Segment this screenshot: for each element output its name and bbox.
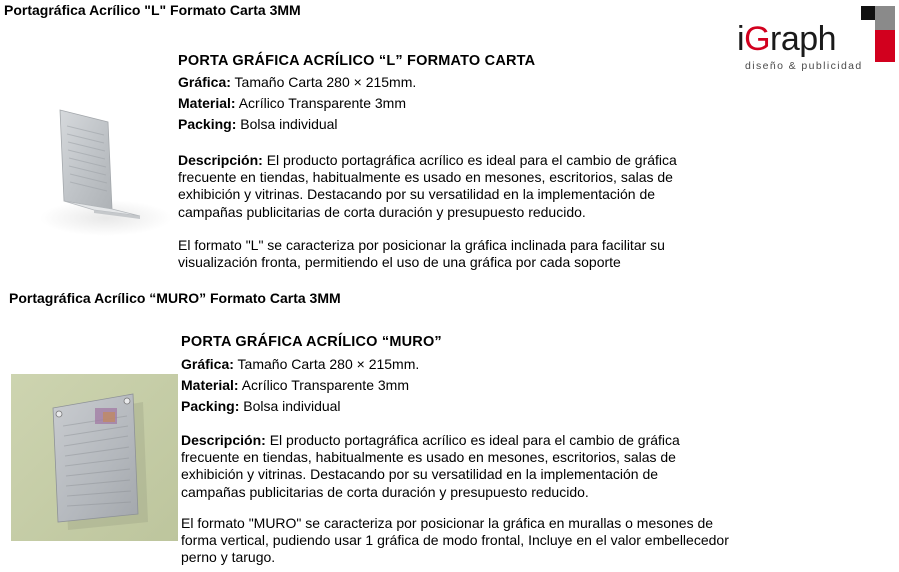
spec-label: Material: — [181, 377, 239, 393]
spec-grafica-l — [178, 72, 416, 93]
product-image-l-stand — [36, 88, 174, 258]
spec-value: Tamaño Carta 280 × 215mm. — [233, 356, 420, 372]
logo-square-red — [875, 30, 895, 62]
product-title-l: PORTA GRÁFICA ACRÍLICO “L” FORMATO CARTA — [178, 53, 536, 69]
spec-material-muro — [181, 375, 409, 396]
description-muro — [181, 432, 721, 501]
spec-value: Acrílico Transparente 3mm — [238, 377, 409, 393]
spec-label: Material: — [178, 95, 236, 111]
spec-value: Tamaño Carta 280 × 215mm. — [230, 74, 417, 90]
spec-grafica-muro — [181, 354, 419, 375]
spec-value: Bolsa individual — [239, 398, 341, 414]
logo-square-black — [861, 6, 875, 20]
description-label: Descripción: — [181, 432, 266, 448]
product-title-muro: PORTA GRÁFICA ACRÍLICO “MURO” — [181, 334, 442, 350]
spec-packing-l — [178, 114, 338, 135]
format-note-l: El formato "L" se caracteriza por posicionar la gráfica inclinada para facilitar su visualización fronta, permitiendo el uso de una gráfica por cada soporte — [178, 237, 665, 271]
spec-material-l — [178, 93, 406, 114]
spec-label: Gráfica: — [178, 74, 231, 90]
spec-packing-muro — [181, 396, 341, 417]
logo-tagline: diseño & publicidad — [745, 60, 863, 72]
description-text: El producto portagráfica acrílico es ideal para el cambio de gráfica frecuente en tiendas, habitualmente es usado en mesones, escritorios, salas de exhibición y vitrinas. Destacando por su versatilidad en la implementación de campañas publicitarias de corta duración y presupuesto reducido. — [181, 432, 680, 500]
description-label: Descripción: — [178, 152, 263, 168]
section-title-l: Portagráfica Acrílico "L" Formato Carta 3MM — [4, 2, 301, 18]
spec-value: Acrílico Transparente 3mm — [235, 95, 406, 111]
description-text: El producto portagráfica acrílico es ideal para el cambio de gráfica frecuente en tiendas, habitualmente es usado en mesones, escritorios, salas de exhibición y vitrinas. Destacando por su versatilidad en la implementación de campañas publicitarias de corta duración y presupuesto reducido. — [178, 152, 677, 220]
spec-label: Packing: — [178, 116, 237, 132]
section-title-muro: Portagráfica Acrílico “MURO” Formato Carta 3MM — [9, 290, 341, 306]
format-note-muro: El formato "MURO" se caracteriza por posicionar la gráfica en murallas o mesones de forma vertical, pudiendo usar 1 gráfica de modo frontal, Incluye en el valor embellecedor perno y tarugo. — [181, 515, 729, 566]
igraph-logo — [723, 6, 895, 76]
logo-wordmark: iGraph — [737, 20, 837, 58]
spec-label: Gráfica: — [181, 356, 234, 372]
spec-label: Packing: — [181, 398, 240, 414]
product-image-muro — [11, 374, 178, 541]
logo-square-grey — [875, 6, 895, 30]
spec-value: Bolsa individual — [236, 116, 338, 132]
description-l — [178, 152, 718, 221]
